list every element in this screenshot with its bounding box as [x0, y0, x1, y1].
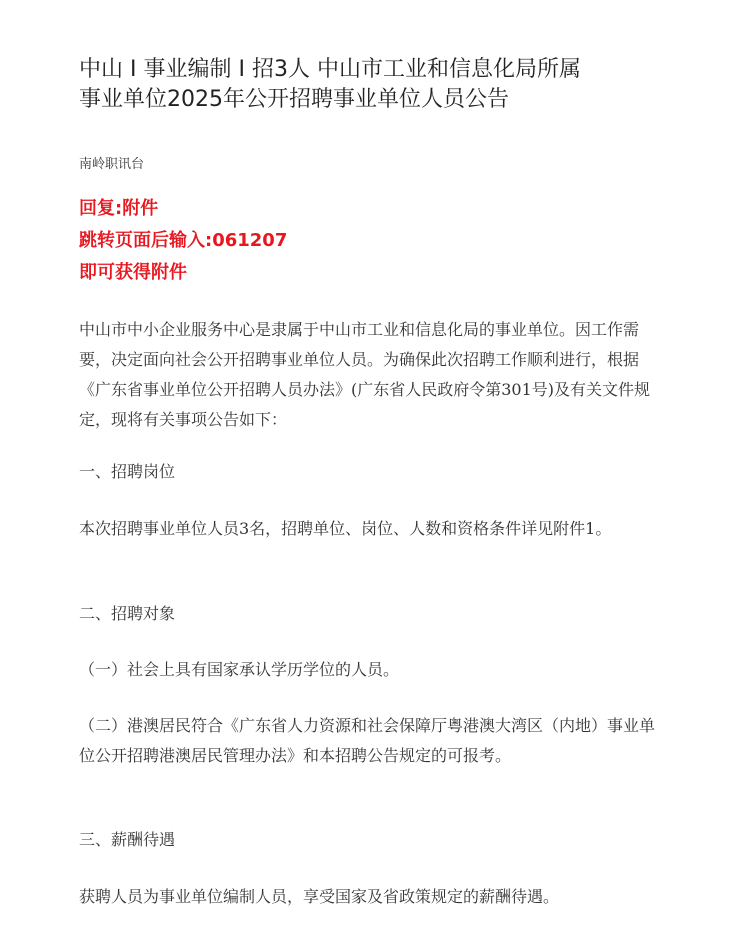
salary-paragraph: 获聘人员为事业单位编制人员，享受国家及省政策规定的薪酬待遇。 — [79, 887, 560, 906]
notice-attachment: 即可获得附件 — [79, 262, 187, 283]
targets-item-2: （二）港澳居民符合《广东省人力资源和社会保障厅粤港澳大湾区（内地）事业单位公开招聘港澳居民管理办法》和本招聘公告规定的可报考。 — [79, 716, 656, 765]
intro-paragraph: 中山市中小企业服务中心是隶属于中山市工业和信息化局的事业单位。因工作需要，决定面向社会公开招聘事业单位人员。为确保此次招聘工作顺利进行，根据《广东省事业单位公开招聘人员办法》(广东省人民政府令第301号)及有关文件规定，现将有关事项公告如下： — [79, 320, 651, 429]
section-heading-salary: 三、薪酬待遇 — [79, 830, 176, 849]
section-heading-targets: 二、招聘对象 — [79, 604, 176, 623]
article-title: 中山 I 事业编制 I 招3人 中山市工业和信息化局所属事业单位2025年公开招聘事业单位人员公告 — [79, 57, 581, 112]
article-source[interactable]: 南岭职讯台 — [79, 157, 145, 172]
targets-item-1: （一）社会上具有国家承认学历学位的人员。 — [79, 660, 400, 679]
section-heading-positions: 一、招聘岗位 — [79, 462, 176, 481]
notice-reply: 回复:附件 — [79, 198, 159, 219]
positions-paragraph: 本次招聘事业单位人员3名，招聘单位、岗位、人数和资格条件详见附件1。 — [79, 519, 612, 538]
notice-code: 跳转页面后输入:061207 — [79, 230, 288, 251]
